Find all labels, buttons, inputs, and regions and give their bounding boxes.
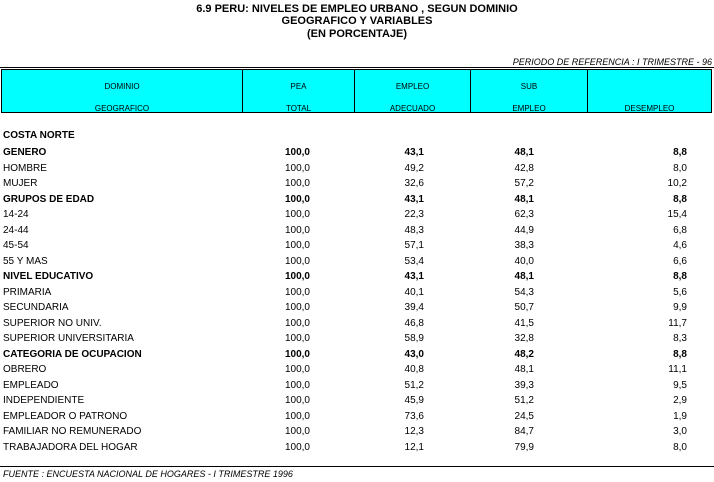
cell-adecuado: 58,9 <box>404 333 424 344</box>
cell-pea: 100,0 <box>284 348 310 360</box>
cell-adecuado: 43,0 <box>404 348 424 360</box>
row-label: HOMBRE <box>3 162 47 174</box>
cell-pea: 100,0 <box>284 147 310 158</box>
title-line-2: GEOGRAFICO Y VARIABLES <box>281 15 433 27</box>
cell-adecuado: 32,6 <box>404 178 424 189</box>
cell-desempleo: 6,6 <box>673 255 687 267</box>
row-label: 14-24 <box>3 209 29 220</box>
table-row <box>0 393 714 408</box>
header-label: ADECUADO <box>389 104 436 113</box>
header-col-dominio <box>2 70 243 112</box>
row-label: EMPLEADO <box>3 379 59 391</box>
cell-pea: 100,0 <box>284 209 310 220</box>
header-col-desempleo <box>588 70 711 112</box>
cell-pea: 100,0 <box>284 333 310 344</box>
cell-sub: 54,3 <box>514 286 534 298</box>
table-row <box>0 331 714 346</box>
cell-desempleo: 8,8 <box>673 147 687 158</box>
cell-desempleo: 8,0 <box>673 441 687 453</box>
cell-adecuado: 12,3 <box>404 426 424 437</box>
cell-sub: 24,5 <box>514 410 534 422</box>
table-row <box>0 192 714 207</box>
row-label: INDEPENDIENTE <box>3 395 85 406</box>
cell-desempleo: 8,8 <box>673 271 687 282</box>
table-row <box>0 223 714 238</box>
cell-sub: 48,1 <box>514 364 534 375</box>
header-label: TOTAL <box>285 104 312 113</box>
cell-adecuado: 40,1 <box>404 286 424 298</box>
cell-adecuado: 57,1 <box>404 240 424 251</box>
header-label: PEA <box>290 82 307 91</box>
cell-pea: 100,0 <box>284 224 310 236</box>
cell-adecuado: 43,1 <box>404 271 424 282</box>
table-row <box>0 424 714 439</box>
cell-adecuado: 39,4 <box>404 302 424 313</box>
cell-sub: 32,8 <box>514 333 534 344</box>
row-label: 24-44 <box>3 224 29 236</box>
cell-pea: 100,0 <box>284 395 310 406</box>
cell-desempleo: 8,0 <box>673 162 687 174</box>
region-heading: COSTA NORTE <box>3 130 75 141</box>
cell-pea: 100,0 <box>284 240 310 251</box>
cell-pea: 100,0 <box>284 178 310 189</box>
row-label: 45-54 <box>3 240 29 251</box>
row-label: CATEGORIA DE OCUPACION <box>3 348 142 360</box>
header-label: EMPLEO <box>512 104 546 113</box>
source-note: FUENTE : ENCUESTA NACIONAL DE HOGARES - I TRIMESTRE 1996 <box>3 469 293 479</box>
table-row <box>0 161 714 176</box>
row-label: GENERO <box>3 147 47 158</box>
cell-sub: 44,9 <box>514 224 534 236</box>
row-label: GRUPOS DE EDAD <box>3 193 95 205</box>
cell-pea: 100,0 <box>284 302 310 313</box>
table-row <box>0 145 714 160</box>
cell-adecuado: 45,9 <box>404 395 424 406</box>
row-label: 55 Y MAS <box>3 255 48 267</box>
cell-pea: 100,0 <box>284 379 310 391</box>
row-label: FAMILIAR NO REMUNERADO <box>3 426 142 437</box>
cell-desempleo: 9,5 <box>673 379 687 391</box>
header-col-empleo-adecuado <box>355 70 471 112</box>
cell-pea: 100,0 <box>284 426 310 437</box>
cell-pea: 100,0 <box>284 317 310 329</box>
reference-period: PERIODO DE REFERENCIA : I TRIMESTRE - 96 <box>512 57 712 67</box>
table-row <box>0 409 714 424</box>
row-label: SUPERIOR UNIVERSITARIA <box>3 333 134 344</box>
header-label: EMPLEO <box>395 82 430 91</box>
cell-sub: 41,5 <box>514 317 534 329</box>
table-row <box>0 238 714 253</box>
row-label: OBRERO <box>3 364 47 375</box>
cell-adecuado: 53,4 <box>404 255 424 267</box>
cell-pea: 100,0 <box>284 162 310 174</box>
cell-pea: 100,0 <box>284 286 310 298</box>
header-label: DESEMPLEO <box>624 104 675 113</box>
cell-adecuado: 40,8 <box>404 364 424 375</box>
top-divider <box>0 67 714 68</box>
header-label: GEOGRAFICO <box>94 104 150 113</box>
table-row <box>0 440 714 455</box>
cell-sub: 40,0 <box>514 255 534 267</box>
table-row <box>0 207 714 222</box>
cell-sub: 48,1 <box>514 147 534 158</box>
row-label: MUJER <box>3 178 38 189</box>
cell-sub: 62,3 <box>514 209 534 220</box>
cell-desempleo: 4,6 <box>673 240 687 251</box>
table-row <box>0 378 714 393</box>
cell-sub: 79,9 <box>514 441 534 453</box>
cell-adecuado: 51,2 <box>404 379 424 391</box>
cell-sub: 48,1 <box>514 193 534 205</box>
cell-desempleo: 9,9 <box>673 302 687 313</box>
cell-desempleo: 1,9 <box>673 410 687 422</box>
cell-pea: 100,0 <box>284 271 310 282</box>
cell-sub: 48,2 <box>514 348 534 360</box>
table-row <box>0 347 714 362</box>
cell-desempleo: 10,2 <box>667 178 687 189</box>
cell-adecuado: 43,1 <box>404 193 424 205</box>
cell-pea: 100,0 <box>284 364 310 375</box>
table-row <box>0 285 714 300</box>
cell-sub: 39,3 <box>514 379 534 391</box>
title-line-3: (EN PORCENTAJE) <box>306 28 408 40</box>
cell-sub: 84,7 <box>514 426 534 437</box>
row-label: SUPERIOR NO UNIV. <box>3 317 102 329</box>
header-col-pea <box>243 70 355 112</box>
bottom-divider <box>0 466 714 467</box>
header-col-subempleo <box>471 70 588 112</box>
title-line-1: 6.9 PERU: NIVELES DE EMPLEO URBANO , SEGUN DOMINIO <box>196 3 518 15</box>
cell-adecuado: 46,8 <box>404 317 424 329</box>
header-label: SUB <box>520 82 538 91</box>
cell-desempleo: 6,8 <box>673 224 687 236</box>
row-label: SECUNDARIA <box>3 302 69 313</box>
cell-desempleo: 8,8 <box>673 348 687 360</box>
header-label: DOMINIO <box>104 82 140 91</box>
row-label: TRABAJADORA DEL HOGAR <box>3 441 138 453</box>
row-label: PRIMARIA <box>3 286 52 298</box>
cell-desempleo: 3,0 <box>673 426 687 437</box>
cell-desempleo: 11,7 <box>668 317 687 329</box>
cell-adecuado: 48,3 <box>404 224 424 236</box>
cell-adecuado: 22,3 <box>404 209 424 220</box>
table-row <box>0 269 714 284</box>
cell-desempleo: 8,8 <box>673 193 687 205</box>
table-row <box>0 176 714 191</box>
row-label: EMPLEADOR O PATRONO <box>3 410 128 422</box>
table-row <box>0 316 714 331</box>
table-row <box>0 300 714 315</box>
cell-desempleo: 5,6 <box>673 286 687 298</box>
cell-desempleo: 11,1 <box>668 364 687 375</box>
cell-pea: 100,0 <box>284 441 310 453</box>
cell-adecuado: 49,2 <box>404 162 424 174</box>
cell-adecuado: 73,6 <box>404 410 424 422</box>
table-row <box>0 362 714 377</box>
cell-sub: 50,7 <box>514 302 534 313</box>
cell-sub: 51,2 <box>514 395 534 406</box>
cell-pea: 100,0 <box>284 410 310 422</box>
table-header <box>1 69 712 113</box>
cell-sub: 42,8 <box>514 162 534 174</box>
cell-pea: 100,0 <box>284 255 310 267</box>
cell-desempleo: 15,4 <box>667 209 687 220</box>
cell-adecuado: 12,1 <box>404 441 424 453</box>
table-row <box>0 254 714 269</box>
cell-sub: 57,2 <box>514 178 534 189</box>
cell-sub: 38,3 <box>514 240 534 251</box>
cell-adecuado: 43,1 <box>404 147 424 158</box>
cell-pea: 100,0 <box>284 193 310 205</box>
cell-desempleo: 2,9 <box>673 395 687 406</box>
cell-desempleo: 8,3 <box>673 333 687 344</box>
cell-sub: 48,1 <box>514 271 534 282</box>
row-label: NIVEL EDUCATIVO <box>3 271 94 282</box>
